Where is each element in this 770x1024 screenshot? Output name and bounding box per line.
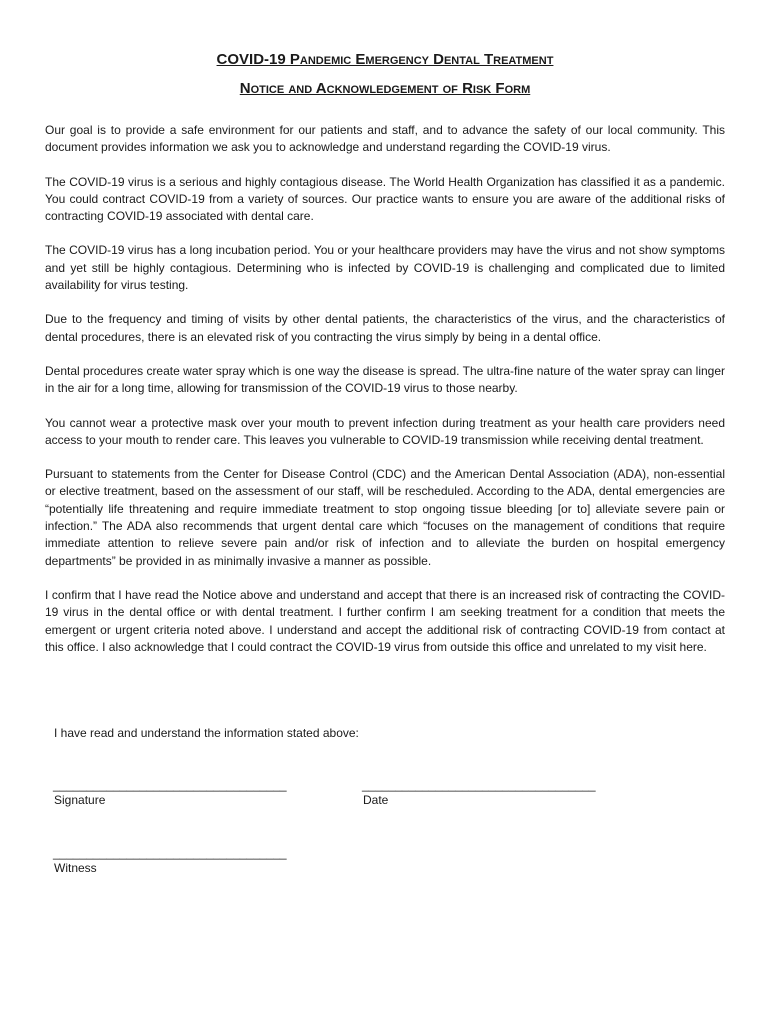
document-body (45, 122, 725, 673)
paragraph-frequency: Due to the frequency and timing of visits by other dental patients, the characteristics of the virus, and the characteristics of dental procedures, there is an elevated risk of you contracting the virus simply by being in a dental office. (45, 312, 725, 344)
paragraph-cdc-ada: Pursuant to statements from the Center for Disease Control (CDC) and the American Dental Association (ADA), non-essential or elective treatment, based on the assessment of our staff, will be rescheduled. According to the ADA, dental emergencies are “potentially life threatening and require immediate treatment to stop ongoing tissue bleeding [or to] alleviate severe pain or infection.” The ADA also recommends that urgent dental care which “focuses on the management of conditions that require immediate attention to relieve severe pain and/or risk of infection and to alleviate the burden on hospital emergency departments” be provided in as minimally invasive a manner as possible. (45, 467, 725, 568)
paragraph-confirmation: I confirm that I have read the Notice above and understand and accept that there is an increased risk of contracting the COVID-19 virus in the dental office or with dental treatment. I further confirm I am seeking treatment for a condition that meets the emergent or urgent criteria noted above. I understand and accept the additional risk of contracting COVID-19 from contact at this office. I also acknowledge that I could contract the COVID-19 virus from outside this office and unrelated to my visit here. (45, 587, 725, 654)
paragraph-incubation: The COVID-19 virus has a long incubation period. You or your healthcare providers may have the virus and not show symptoms and yet still be highly contagious. Determining who is infected by COVID-19 is challenging and complicated due to limited availability for virus testing. (45, 243, 725, 293)
signature-label: Signature (54, 793, 106, 807)
paragraph-intro: Our goal is to provide a safe environment for our patients and staff, and to advance the safety of our local community. This document provides information we ask you to acknowledge and understand regarding the COVID-19 virus. (45, 123, 725, 155)
paragraph-mask: You cannot wear a protective mask over your mouth to prevent infection during treatment as your health care providers need access to your mouth to render care. This leaves you vulnerable to COVID-19 transmission while receiving dental treatment. (45, 415, 725, 447)
paragraph-water-spray: Dental procedures create water spray which is one way the disease is spread. The ultra-fine nature of the water spray can linger in the air for a long time, allowing for transmission of the COVID-19 virus to those nearby. (45, 363, 725, 396)
witness-line[interactable]: ___________________________________ (53, 846, 287, 860)
witness-label: Witness (54, 861, 97, 875)
date-label: Date (363, 793, 389, 807)
paragraph-disease: The COVID-19 virus is a serious and highly contagious disease. The World Health Organization has classified it as a pandemic. You could contract COVID-19 from a variety of sources. Our practice wants to ensure you are aware of the additional risks of contracting COVID-19 associated with dental care. (45, 174, 725, 224)
document-subtitle: Notice and Acknowledgement of Risk Form (239, 80, 531, 97)
signature-line[interactable]: ___________________________________ (53, 778, 287, 792)
acknowledgement-statement: I have read and understand the information stated above: (54, 726, 359, 740)
document-title: COVID-19 Pandemic Emergency Dental Treatment (216, 51, 554, 68)
date-line[interactable]: ___________________________________ (362, 778, 596, 792)
